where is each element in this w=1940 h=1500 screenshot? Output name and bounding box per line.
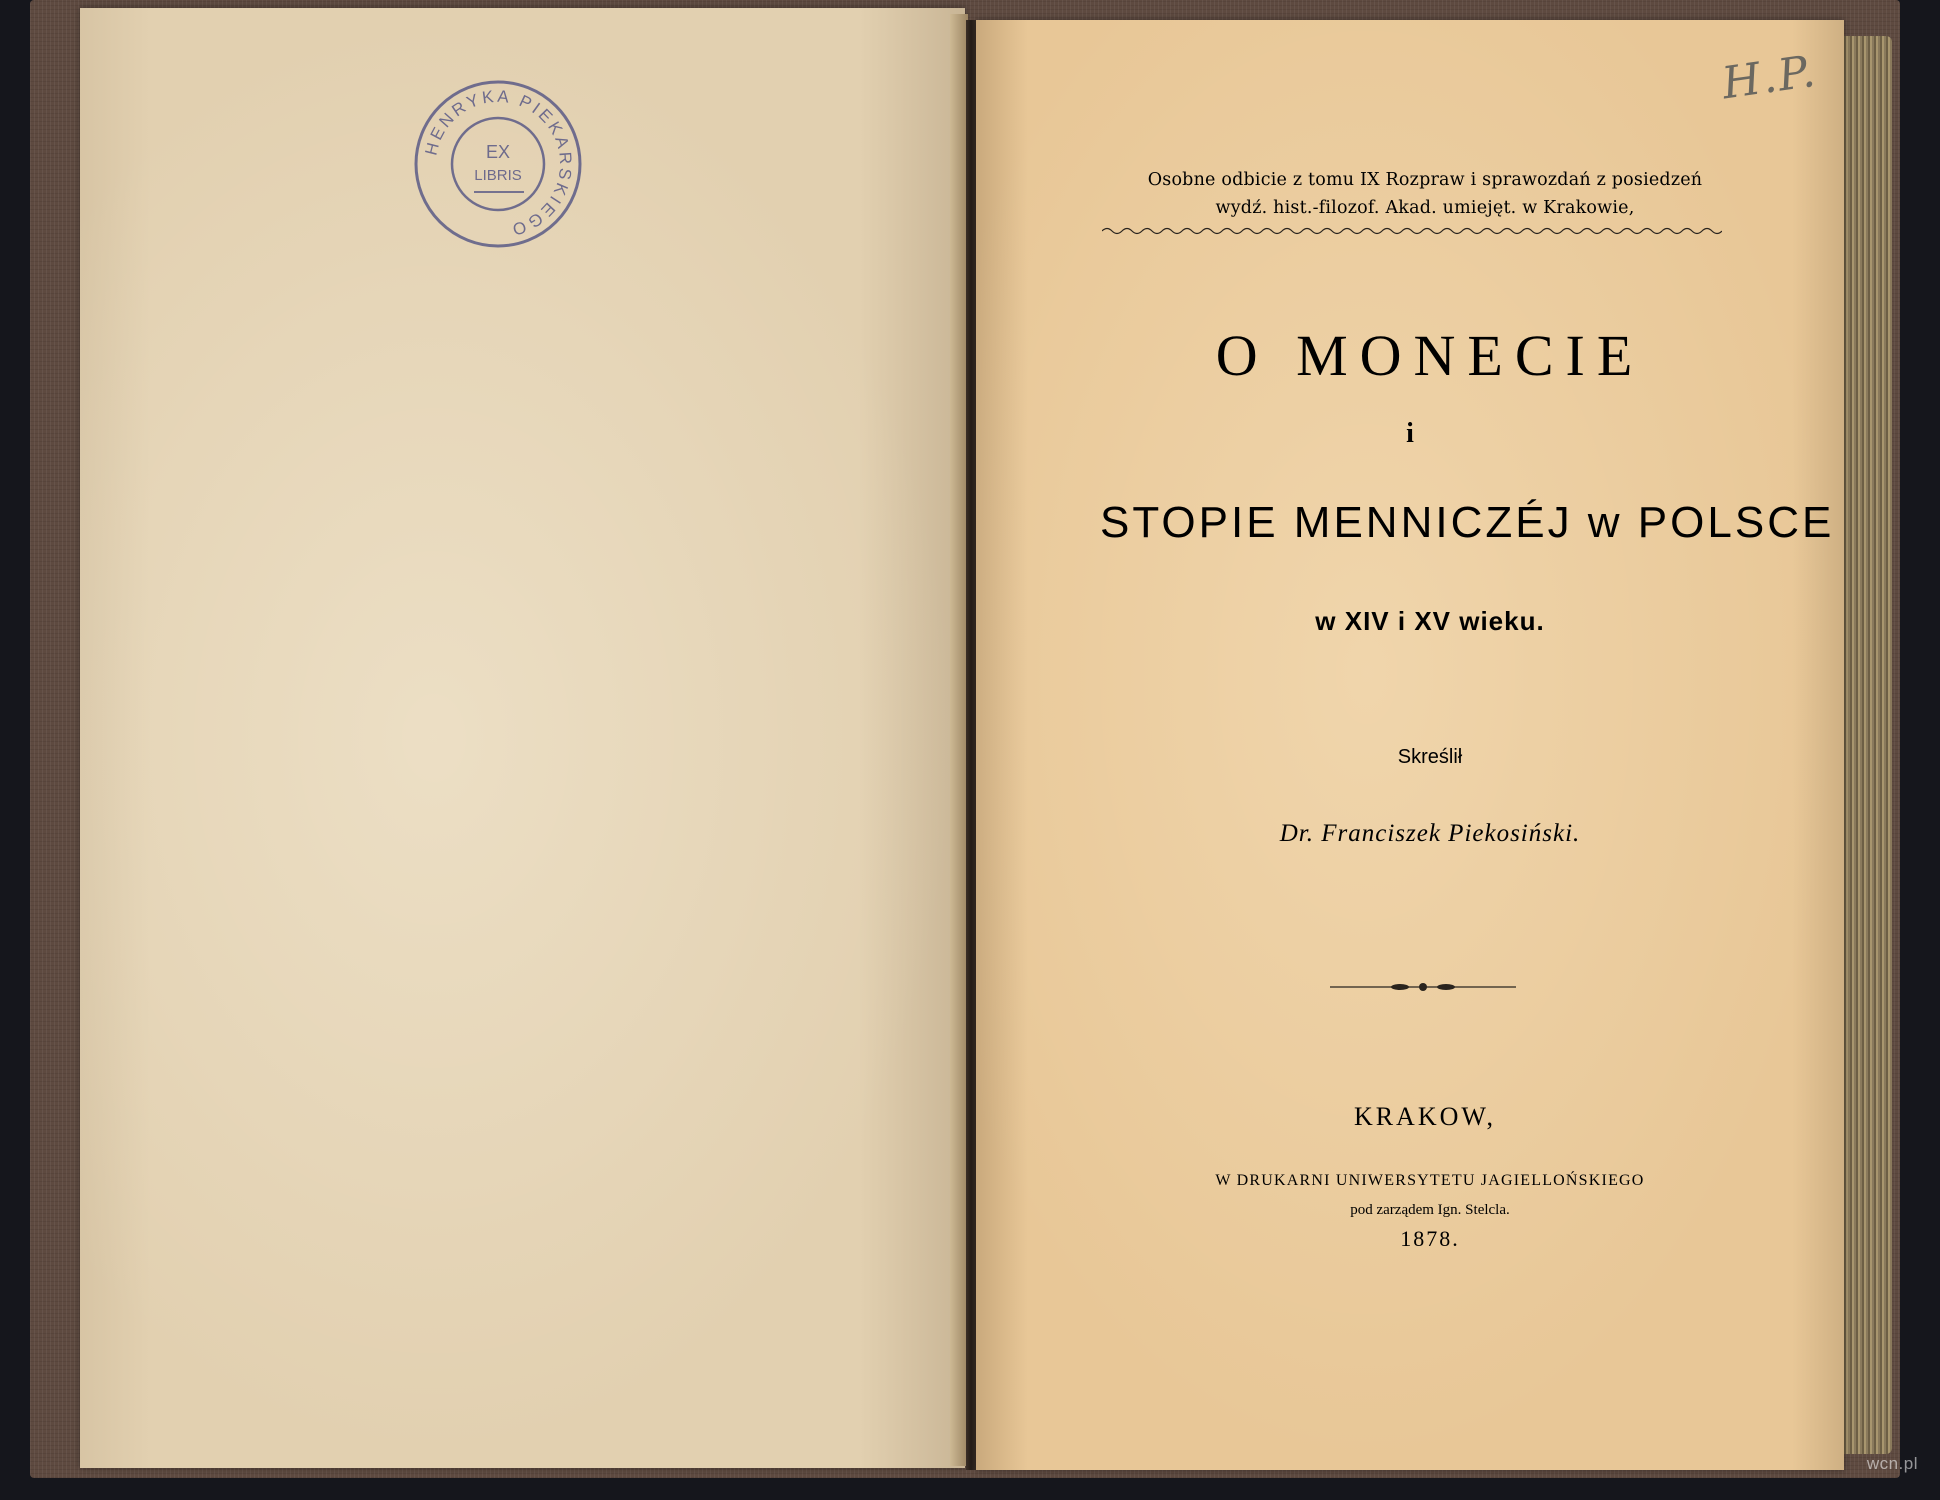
stamp-ring-text: HENRYKA PIEKARSKIEGO [421, 86, 576, 240]
imprint-press: W DRUKARNI UNIWERSYTETU JAGIELLOŃSKIEGO [1215, 1172, 1645, 1189]
ornament-divider [1330, 978, 1516, 996]
imprint-city: KRAKOW, [1353, 1102, 1497, 1131]
book-gutter [966, 20, 976, 1470]
reprint-note-line-1: Osobne odbicie z tomu IX Rozpraw i sprawozdań z posiedzeń [1147, 170, 1703, 190]
reprint-note-line-2: wydź. hist.-filozof. Akad. umiejęt. w Krakowie, [1215, 198, 1635, 218]
stamp-center-line1: EX [485, 142, 511, 162]
credit-label: Skreślił [1397, 746, 1463, 768]
title-main: O MONECIE [1215, 323, 1645, 388]
author-name: Dr. Franciszek Piekosiński. [1279, 820, 1581, 847]
title-subtitle: STOPIE MENNICZÉJ w POLSCE [1100, 498, 1835, 547]
watermark: wcn.pl [1866, 1454, 1918, 1473]
svg-text:HENRYKA PIEKARSKIEGO [421, 87, 575, 240]
stamp-center-line2: LIBRIS [474, 167, 522, 184]
title-conjunction: i [1406, 418, 1414, 449]
pencil-annotation: H.P. [1718, 45, 1821, 110]
ex-libris-stamp [412, 78, 584, 250]
imprint-year: 1878. [1400, 1226, 1460, 1251]
wavy-rule [1102, 225, 1722, 237]
title-century: w XIV i XV wieku. [1315, 606, 1545, 636]
imprint-management: pod zarządem Ign. Stelcla. [1350, 1202, 1510, 1218]
page-block-edges [1842, 36, 1892, 1454]
right-page [976, 20, 1844, 1470]
